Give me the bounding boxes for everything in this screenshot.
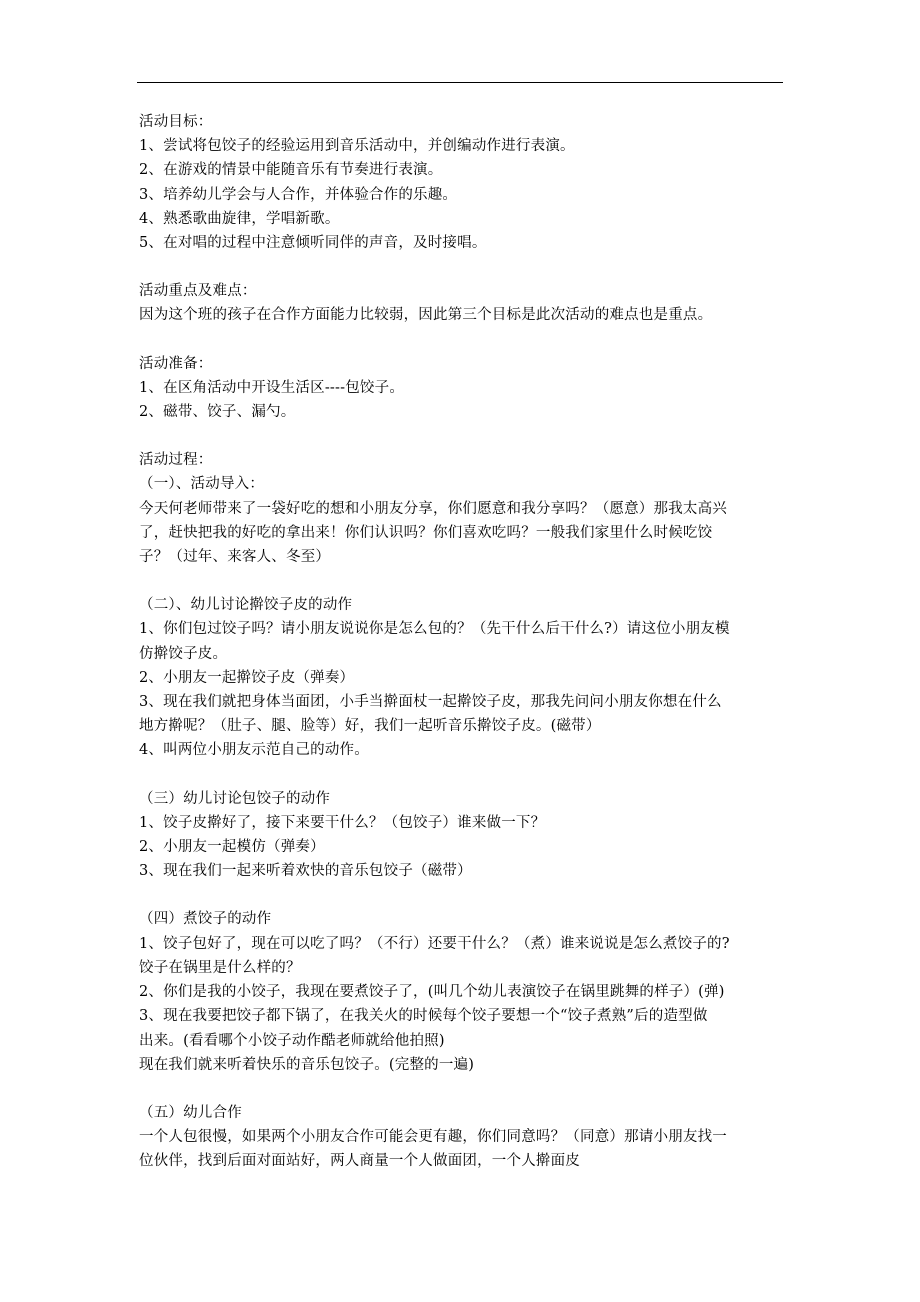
document-body bbox=[139, 110, 789, 1198]
part2-line: 仿擀饺子皮。 bbox=[139, 645, 228, 662]
section-process-part1 bbox=[139, 448, 789, 569]
part2-line: 地方擀呢？（肚子、腿、脸等）好，我们一起听音乐擀饺子皮。(磁带） bbox=[139, 718, 601, 735]
focus-text: 因为这个班的孩子在合作方面能力比较弱，因此第三个目标是此次活动的难点也是重点。 bbox=[139, 307, 713, 324]
section-process-part4 bbox=[139, 907, 789, 1076]
focus-heading: 活动重点及难点： bbox=[139, 283, 257, 300]
part4-line: 出来。(看看哪个小饺子动作酷老师就给他拍照) bbox=[139, 1032, 445, 1049]
section-process-part2 bbox=[139, 593, 789, 762]
section-process-part3 bbox=[139, 787, 789, 884]
preparation-heading: 活动准备： bbox=[139, 355, 213, 372]
goal-item: 3、培养幼儿学会与人合作，并体验合作的乐趣。 bbox=[139, 186, 458, 203]
part4-title: （四）煮饺子的动作 bbox=[139, 911, 272, 928]
part1-title: （一）、活动导入： bbox=[139, 476, 265, 493]
part4-line: 现在我们就来听着快乐的音乐包饺子。(完整的一遍) bbox=[139, 1056, 475, 1073]
goal-item: 5、在对唱的过程中注意倾听同伴的声音，及时接唱。 bbox=[139, 235, 487, 252]
goal-item: 2、在游戏的情景中能随音乐有节奏进行表演。 bbox=[139, 162, 443, 179]
section-focus bbox=[139, 279, 789, 327]
part4-line: 1、饺子包好了，现在可以吃了吗？（不行）还要干什么？（煮）谁来说说是怎么煮饺子的? bbox=[139, 935, 730, 952]
section-process-part5 bbox=[139, 1101, 789, 1174]
section-goals bbox=[139, 110, 789, 255]
part2-title: （二）、幼儿讨论擀饺子皮的动作 bbox=[139, 597, 353, 614]
part5-line: 位伙伴，找到后面对面站好，两人商量一个人做面团，一个人擀面皮 bbox=[139, 1153, 580, 1170]
part5-title: （五）幼儿合作 bbox=[139, 1104, 242, 1121]
part4-line: 2、你们是我的小饺子，我现在要煮饺子了，(叫几个幼儿表演饺子在锅里跳舞的样子）(弹) bbox=[139, 984, 725, 1001]
goal-item: 1、尝试将包饺子的经验运用到音乐活动中，并创编动作进行表演。 bbox=[139, 138, 575, 155]
part5-line: 一个人包很慢，如果两个小朋友合作可能会更有趣，你们同意吗？（同意）那请小朋友找一 bbox=[139, 1129, 727, 1146]
process-heading: 活动过程： bbox=[139, 452, 213, 469]
header-rule bbox=[137, 82, 783, 83]
preparation-item: 2、磁带、饺子、漏勺。 bbox=[139, 404, 296, 421]
part1-line: 子？（过年、来客人、冬至） bbox=[139, 549, 331, 566]
part4-line: 3、现在我要把饺子都下锅了，在我关火的时候每个饺子要想一个“饺子煮熟”后的造型做 bbox=[139, 1008, 708, 1025]
part2-line: 3、现在我们就把身体当面团，小手当擀面杖一起擀饺子皮，那我先问问小朋友你想在什么 bbox=[139, 694, 722, 711]
part1-line: 今天何老师带来了一袋好吃的想和小朋友分享，你们愿意和我分享吗？（愿意）那我太高兴 bbox=[139, 500, 727, 517]
part2-line: 2、小朋友一起擀饺子皮（弹奏） bbox=[139, 669, 355, 686]
part4-line: 饺子在锅里是什么样的？ bbox=[139, 959, 301, 976]
part2-line: 4、叫两位小朋友示范自己的动作。 bbox=[139, 742, 369, 759]
goals-heading: 活动目标： bbox=[139, 114, 213, 130]
preparation-item: 1、在区角活动中开设生活区----包饺子。 bbox=[139, 379, 405, 396]
part3-line: 2、小朋友一起模仿（弹奏） bbox=[139, 839, 325, 856]
part3-line: 3、现在我们一起来听着欢快的音乐包饺子（磁带） bbox=[139, 863, 472, 880]
part3-title: （三）幼儿讨论包饺子的动作 bbox=[139, 790, 331, 807]
part1-line: 了，赶快把我的好吃的拿出来！你们认识吗？你们喜欢吃吗？一般我们家里什么时候吃饺 bbox=[139, 524, 713, 541]
part3-line: 1、饺子皮擀好了，接下来要干什么？（包饺子）谁来做一下？ bbox=[139, 814, 546, 831]
section-preparation bbox=[139, 352, 789, 425]
goal-item: 4、熟悉歌曲旋律，学唱新歌。 bbox=[139, 210, 340, 227]
part2-line: 1、你们包过饺子吗？请小朋友说说你是怎么包的？（先干什么后干什么?）请这位小朋友模 bbox=[139, 621, 730, 638]
